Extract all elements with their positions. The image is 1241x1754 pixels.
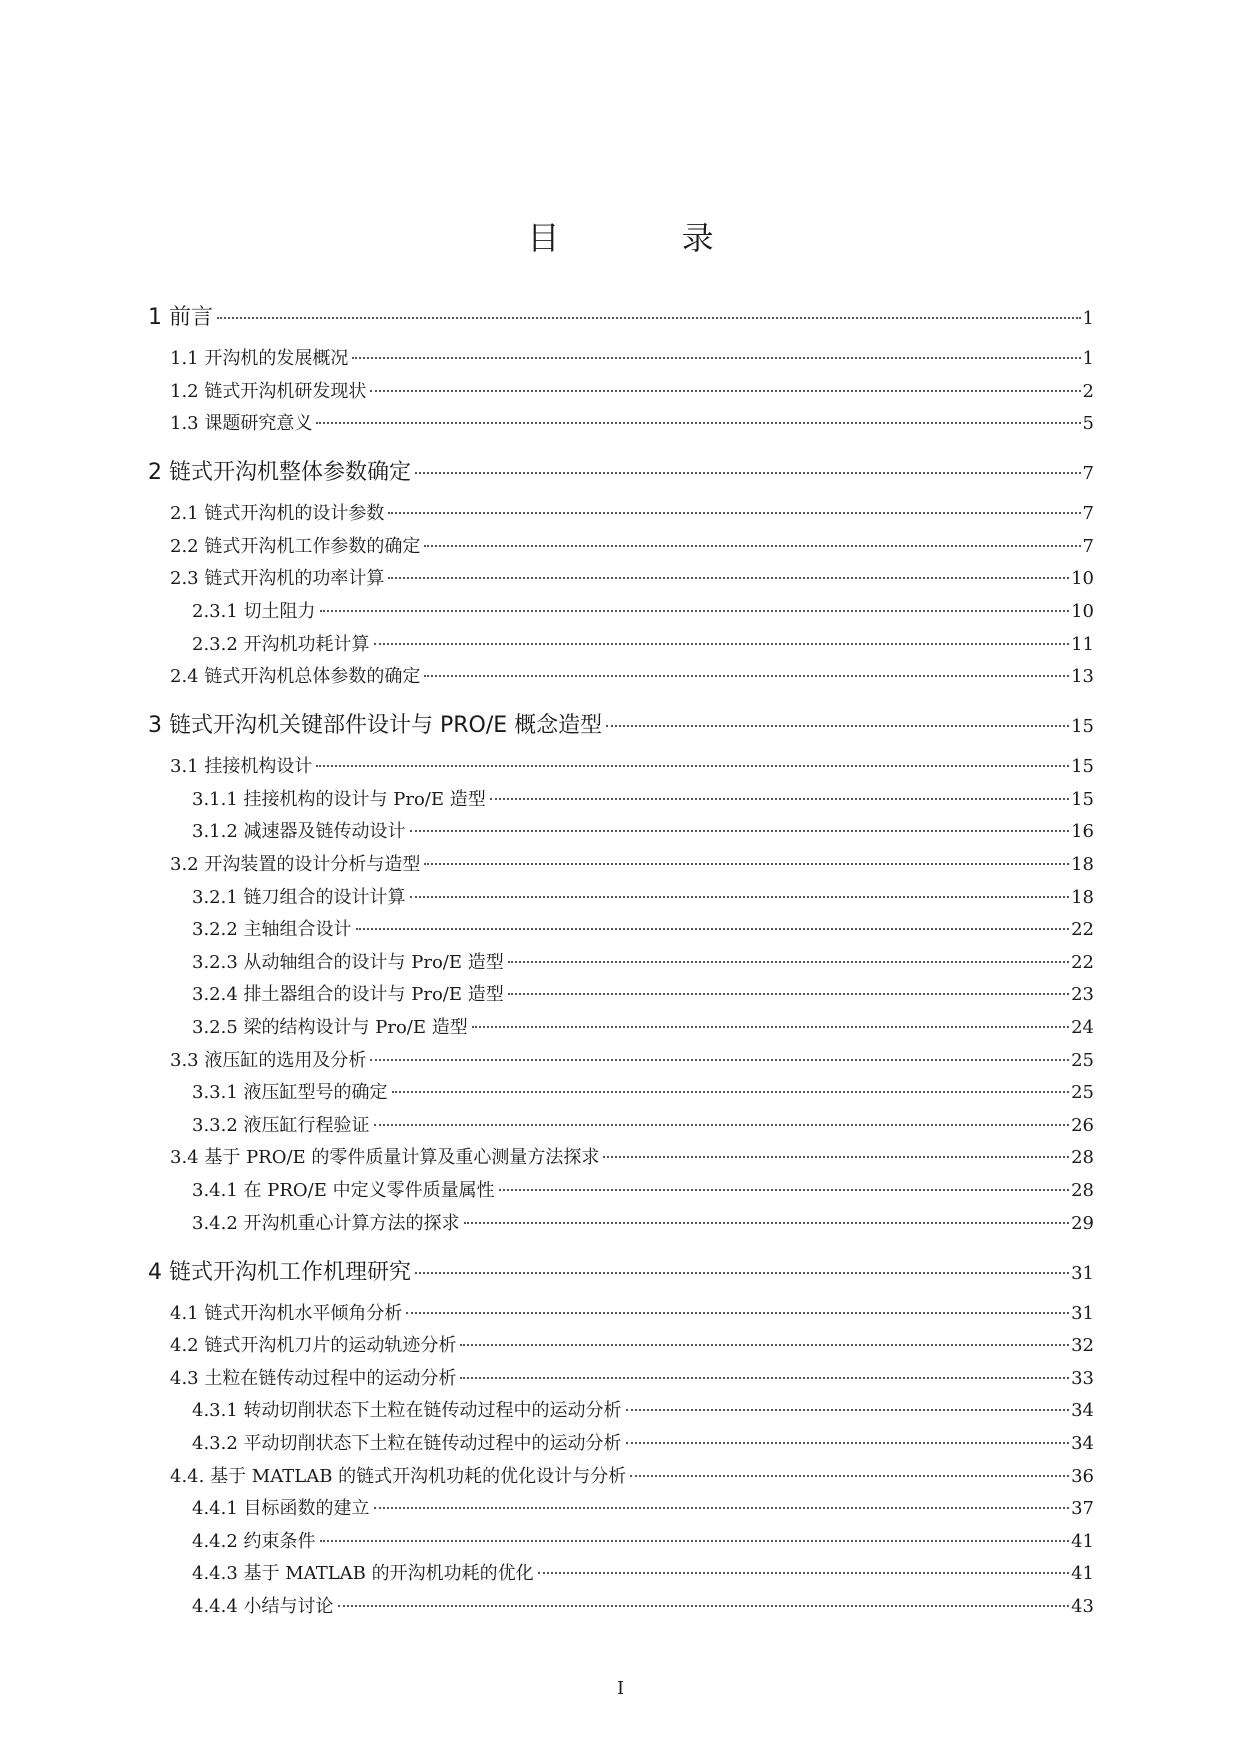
- toc-dot-leader: [374, 1507, 1070, 1509]
- toc-entry: [192, 1209, 1094, 1235]
- toc-entry-title: 1.1 开沟机的发展概况: [170, 348, 349, 369]
- toc-entry-page: 13: [1071, 666, 1094, 688]
- toc-dot-leader: [508, 993, 1069, 995]
- toc-entry-page: 7: [1082, 503, 1094, 525]
- toc-dot-leader: [538, 1572, 1069, 1574]
- toc-entry-title: 4.2 链式开沟机刀片的运动轨迹分析: [170, 1335, 457, 1357]
- toc-entry-page: 18: [1071, 854, 1094, 875]
- toc-dot-leader: [338, 1605, 1070, 1607]
- toc-entry-page: 31: [1071, 1262, 1094, 1284]
- toc-entry-title: 1.3 课题研究意义: [170, 413, 313, 435]
- toc-entry-page: 25: [1071, 1082, 1094, 1104]
- toc-entry-page: 31: [1071, 1302, 1094, 1324]
- toc-entry-title: 4.4.2 约束条件: [192, 1530, 316, 1552]
- toc-dot-leader: [508, 961, 1069, 963]
- toc-entry: [170, 850, 1094, 876]
- toc-entry: [192, 1176, 1094, 1202]
- toc-dot-leader: [316, 765, 1069, 767]
- toc-entry-title: 2 链式开沟机整体参数确定: [148, 460, 411, 486]
- toc-entry-page: 1: [1082, 348, 1094, 369]
- toc-entry-title: 3.2.2 主轴组合设计: [192, 919, 352, 941]
- toc-entry-page: 15: [1071, 788, 1094, 810]
- toc-entry-title: 3.2.4 排土器组合的设计与 Pro/E 造型: [192, 984, 504, 1006]
- toc-entry-title: 2.4 链式开沟机总体参数的确定: [170, 666, 421, 688]
- toc-entry: [192, 1494, 1094, 1520]
- toc-entry: [170, 344, 1094, 370]
- toc-entry-title: 3.3 液压缸的选用及分析: [170, 1049, 367, 1071]
- toc-entry-title: 2.3 链式开沟机的功率计算: [170, 568, 385, 590]
- toc-entry: [170, 1331, 1094, 1357]
- toc-entry: [170, 532, 1094, 558]
- toc-entry-page: 32: [1071, 1335, 1094, 1357]
- toc-dot-leader: [606, 725, 1069, 727]
- toc-dot-leader: [626, 1442, 1070, 1444]
- toc-dot-leader: [388, 512, 1080, 514]
- toc-entry-title: 3.2.5 梁的结构设计与 Pro/E 造型: [192, 1017, 468, 1038]
- toc-dot-leader: [424, 863, 1069, 865]
- toc-dot-leader: [320, 1540, 1070, 1542]
- toc-entry-page: 34: [1071, 1433, 1094, 1454]
- toc-entry-title: 4.4.1 目标函数的建立: [192, 1498, 370, 1520]
- toc-entry-title: 4.3.2 平动切削状态下土粒在链传动过程中的运动分析: [192, 1433, 622, 1454]
- toc-dot-leader: [374, 1124, 1070, 1126]
- toc-entry-page: 28: [1071, 1180, 1094, 1201]
- toc-dot-leader: [415, 472, 1081, 474]
- toc-entry-title: 2.3.2 开沟机功耗计算: [192, 633, 370, 655]
- toc-dot-leader: [406, 1312, 1069, 1314]
- toc-dot-leader: [217, 317, 1081, 319]
- toc-entry-page: 26: [1071, 1114, 1094, 1136]
- toc-entry: [192, 980, 1094, 1006]
- toc-dot-leader: [472, 1026, 1069, 1028]
- toc-entry-title: 3.1.1 挂接机构的设计与 Pro/E 造型: [192, 788, 486, 810]
- toc-entry: [170, 564, 1094, 590]
- toc-entry: [192, 1078, 1094, 1104]
- toc-entry-page: 36: [1071, 1465, 1094, 1487]
- toc-dot-leader: [490, 798, 1069, 800]
- toc-entry-page: 22: [1071, 919, 1094, 941]
- toc-entry-page: 22: [1071, 951, 1094, 973]
- toc-entry: [148, 455, 1094, 486]
- toc-entry-page: 10: [1071, 568, 1094, 590]
- toc-dot-leader: [424, 675, 1069, 677]
- toc-entry: [192, 630, 1094, 656]
- toc-dot-leader: [464, 1222, 1070, 1224]
- toc-entry: [192, 915, 1094, 941]
- toc-entry-title: 3.4.2 开沟机重心计算方法的探求: [192, 1212, 460, 1234]
- toc-dot-leader: [410, 896, 1070, 898]
- toc-entry: [192, 1527, 1094, 1553]
- toc-entry-page: 15: [1071, 716, 1094, 738]
- toc-entry: [170, 499, 1094, 525]
- toc-entry-page: 7: [1082, 463, 1094, 485]
- toc-entry-page: 33: [1071, 1367, 1094, 1389]
- toc-entry-title: 3.1 挂接机构设计: [170, 756, 313, 778]
- toc-dot-leader: [626, 1409, 1070, 1411]
- toc-entry: [170, 1462, 1094, 1488]
- toc-entry: [192, 1592, 1094, 1618]
- toc-entry-title: 1 前言: [148, 305, 213, 330]
- toc-entry-page: 43: [1071, 1596, 1094, 1617]
- toc-entry-title: 4.4.4 小结与讨论: [192, 1596, 334, 1617]
- toc-entry-title: 4.1 链式开沟机水平倾角分析: [170, 1302, 403, 1324]
- toc-entry-page: 15: [1071, 756, 1094, 778]
- toc-entry-title: 2.3.1 切土阻力: [192, 601, 316, 622]
- toc-entry-title: 4.3 土粒在链传动过程中的运动分析: [170, 1367, 457, 1389]
- toc-entry: [192, 1013, 1094, 1039]
- toc-entry-page: 24: [1071, 1017, 1094, 1038]
- toc-entry-title: 4.3.1 转动切削状态下土粒在链传动过程中的运动分析: [192, 1400, 622, 1422]
- toc-entry: [192, 883, 1094, 909]
- toc-entry: [170, 752, 1094, 778]
- toc-dot-leader: [630, 1475, 1069, 1477]
- toc-entry-page: 18: [1071, 886, 1094, 908]
- toc-entry-page: 41: [1071, 1563, 1094, 1585]
- toc-entry-title: 3.3.1 液压缸型号的确定: [192, 1082, 388, 1104]
- toc-entry-page: 28: [1071, 1147, 1094, 1169]
- toc-dot-leader: [316, 422, 1080, 424]
- toc-entry-page: 37: [1071, 1498, 1094, 1520]
- toc-entry-title: 2.2 链式开沟机工作参数的确定: [170, 535, 421, 557]
- toc-entry-title: 3.4 基于 PRO/E 的零件质量计算及重心测量方法探求: [170, 1147, 600, 1169]
- toc-entry-page: 16: [1071, 821, 1094, 843]
- toc-entry-title: 3.2 开沟装置的设计分析与造型: [170, 854, 421, 875]
- toc-entry: [192, 948, 1094, 974]
- toc-entry: [148, 300, 1094, 331]
- toc-entry-title: 3.4.1 在 PRO/E 中定义零件质量属性: [192, 1180, 495, 1201]
- toc-dot-leader: [410, 830, 1070, 832]
- toc-entry-page: 11: [1071, 633, 1094, 655]
- toc-entry: [192, 1396, 1094, 1422]
- toc-dot-leader: [603, 1156, 1069, 1158]
- toc-dot-leader: [320, 610, 1070, 612]
- toc-entry: [170, 1046, 1094, 1072]
- toc-entry: [148, 1255, 1094, 1286]
- toc-dot-leader: [460, 1344, 1069, 1346]
- toc-entry-title: 3.2.1 链刀组合的设计计算: [192, 886, 406, 908]
- toc-entry-page: 41: [1071, 1530, 1094, 1552]
- toc-entry-title: 3.2.3 从动轴组合的设计与 Pro/E 造型: [192, 951, 504, 973]
- toc-entry-page: 7: [1082, 535, 1094, 557]
- toc-dot-leader: [392, 1091, 1070, 1093]
- toc-dot-leader: [415, 1272, 1069, 1274]
- toc-entry: [170, 1143, 1094, 1169]
- toc-entry-title: 1.2 链式开沟机研发现状: [170, 380, 367, 402]
- toc-dot-leader: [370, 1059, 1069, 1061]
- toc-entry-title: 3.3.2 液压缸行程验证: [192, 1114, 370, 1136]
- toc-entry: [192, 1429, 1094, 1455]
- page-title: 目 录: [527, 219, 770, 257]
- toc-entry-title: 2.1 链式开沟机的设计参数: [170, 503, 385, 525]
- toc-entry-page: 25: [1071, 1049, 1094, 1071]
- toc-dot-leader: [460, 1377, 1069, 1379]
- toc-entry: [192, 597, 1094, 623]
- page-number: I: [616, 1678, 625, 1699]
- toc-entry-page: 1: [1082, 308, 1094, 329]
- toc-dot-leader: [388, 577, 1069, 579]
- toc-dot-leader: [352, 357, 1080, 359]
- toc-entry-page: 10: [1071, 601, 1094, 622]
- toc-dot-leader: [370, 390, 1080, 392]
- toc-entry-title: 3 链式开沟机关键部件设计与 PRO/E 概念造型: [148, 713, 603, 739]
- toc-entry: [192, 785, 1094, 811]
- toc-dot-leader: [356, 928, 1070, 930]
- toc-entry-page: 23: [1071, 984, 1094, 1006]
- toc-dot-leader: [424, 545, 1080, 547]
- toc-entry-page: 2: [1082, 380, 1094, 402]
- toc-entry-title: 4.4.3 基于 MATLAB 的开沟机功耗的优化: [192, 1563, 534, 1585]
- toc-entry-title: 3.1.2 减速器及链传动设计: [192, 821, 406, 843]
- toc-dot-leader: [499, 1189, 1070, 1191]
- toc-entry-title: 4 链式开沟机工作机理研究: [148, 1259, 411, 1285]
- toc-entry-title: 4.4. 基于 MATLAB 的链式开沟机功耗的优化设计与分析: [170, 1465, 627, 1487]
- toc-entry: [170, 377, 1094, 403]
- toc-entry: [192, 1111, 1094, 1137]
- toc-entry: [170, 1364, 1094, 1390]
- toc-entry: [170, 1299, 1094, 1325]
- toc-entry-page: 29: [1071, 1212, 1094, 1234]
- toc-entry-page: 34: [1071, 1400, 1094, 1422]
- toc-entry: [170, 662, 1094, 688]
- toc-entry-page: 5: [1082, 413, 1094, 435]
- toc-entry: [192, 1559, 1094, 1585]
- toc-entry: [192, 817, 1094, 843]
- toc-entry: [170, 409, 1094, 435]
- toc-dot-leader: [374, 643, 1070, 645]
- toc-entry: [148, 708, 1094, 739]
